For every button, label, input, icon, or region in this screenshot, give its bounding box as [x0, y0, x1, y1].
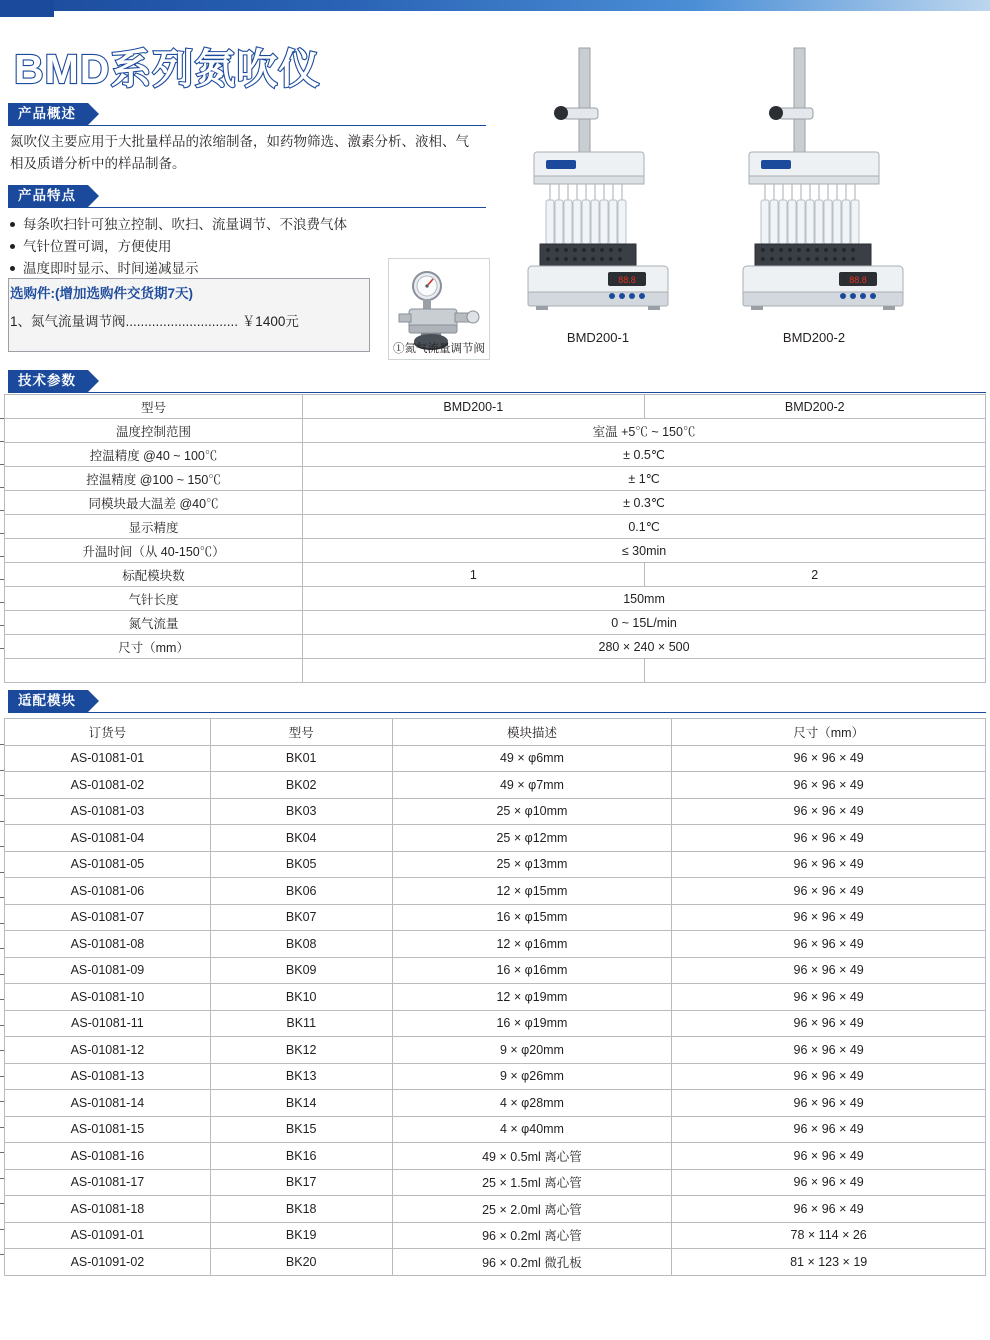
table-row [5, 1063, 986, 1090]
section-rule-specs [8, 392, 986, 393]
module-desc: 16 × φ16mm [392, 957, 672, 984]
table-row [5, 878, 986, 905]
module-size: 96 × 96 × 49 [672, 931, 986, 958]
module-desc: 96 × 0.2ml 离心管 [392, 1222, 672, 1249]
module-size: 96 × 96 × 49 [672, 745, 986, 772]
spec-header-model: 型号 [5, 395, 303, 419]
module-desc: 25 × 1.5ml 离心管 [392, 1169, 672, 1196]
photo-caption-bmd200-2: BMD200-2 [782, 330, 846, 345]
list-item: 气针位置可调，方便使用 [10, 236, 480, 258]
section-rule-overview [8, 125, 486, 126]
spec-label: 尺寸（mm） [5, 635, 303, 659]
module-order-no: AS-01081-16 [5, 1143, 211, 1170]
module-size: 96 × 96 × 49 [672, 851, 986, 878]
table-row-header [5, 395, 986, 419]
module-desc: 96 × 0.2ml 微孔板 [392, 1249, 672, 1276]
table-row [5, 1116, 986, 1143]
spec-value-col2 [644, 659, 985, 683]
module-model: BK05 [210, 851, 392, 878]
module-order-no: AS-01081-08 [5, 931, 211, 958]
module-size: 81 × 123 × 19 [672, 1249, 986, 1276]
module-order-no: AS-01081-10 [5, 984, 211, 1011]
svg-text:88.8: 88.8 [849, 275, 867, 285]
module-desc: 12 × φ15mm [392, 878, 672, 905]
table-row [5, 491, 986, 515]
module-size: 96 × 96 × 49 [672, 1010, 986, 1037]
table-row [5, 1196, 986, 1223]
module-size: 96 × 96 × 49 [672, 1090, 986, 1117]
module-model: BK06 [210, 878, 392, 905]
module-size: 96 × 96 × 49 [672, 1169, 986, 1196]
module-model: BK12 [210, 1037, 392, 1064]
module-size: 96 × 96 × 49 [672, 1143, 986, 1170]
table-row [5, 587, 986, 611]
module-header-size: 尺寸（mm） [672, 719, 986, 746]
section-heading-specs: 技术参数 [8, 370, 88, 392]
module-model: BK04 [210, 825, 392, 852]
module-model: BK01 [210, 745, 392, 772]
spec-value: ≤ 30min [303, 539, 986, 563]
module-model: BK02 [210, 772, 392, 799]
module-model: BK07 [210, 904, 392, 931]
module-desc: 16 × φ15mm [392, 904, 672, 931]
module-model: BK16 [210, 1143, 392, 1170]
section-heading-overview: 产品概述 [8, 103, 88, 125]
module-size: 78 × 114 × 26 [672, 1222, 986, 1249]
module-model: BK10 [210, 984, 392, 1011]
table-row [5, 1249, 986, 1276]
spec-label: 控温精度 @40 ~ 100℃ [5, 443, 303, 467]
table-row [5, 467, 986, 491]
module-desc: 9 × φ20mm [392, 1037, 672, 1064]
section-rule-modules [8, 712, 986, 713]
table-row [5, 515, 986, 539]
spec-value-col1: 1 [303, 563, 644, 587]
module-size: 96 × 96 × 49 [672, 1116, 986, 1143]
module-header-model: 型号 [210, 719, 392, 746]
table-row [5, 1222, 986, 1249]
module-model: BK11 [210, 1010, 392, 1037]
module-order-no: AS-01081-14 [5, 1090, 211, 1117]
table-row [5, 419, 986, 443]
photo-caption-bmd200-1: BMD200-1 [566, 330, 630, 345]
module-model: BK15 [210, 1116, 392, 1143]
spec-header-bmd200-1: BMD200-1 [303, 395, 644, 419]
table-row [5, 539, 986, 563]
spec-value: ± 0.5℃ [303, 443, 986, 467]
module-size: 96 × 96 × 49 [672, 1063, 986, 1090]
leader-dots: .............................. [125, 314, 239, 329]
spec-label: 升温时间（从 40-150℃） [5, 539, 303, 563]
module-desc: 25 × φ13mm [392, 851, 672, 878]
module-order-no: AS-01081-05 [5, 851, 211, 878]
table-row [5, 1169, 986, 1196]
module-model: BK08 [210, 931, 392, 958]
module-model: BK14 [210, 1090, 392, 1117]
spec-value: 280 × 240 × 500 [303, 635, 986, 659]
table-row [5, 1037, 986, 1064]
spec-label: 温度控制范围 [5, 419, 303, 443]
optional-parts-title: 选购件:(增加选购件交货期7天) [10, 286, 193, 301]
table-row [5, 851, 986, 878]
module-size: 96 × 96 × 49 [672, 878, 986, 905]
top-gradient-band [0, 0, 990, 11]
module-order-no: AS-01081-12 [5, 1037, 211, 1064]
module-desc: 9 × φ26mm [392, 1063, 672, 1090]
table-row [5, 563, 986, 587]
table-row [5, 635, 986, 659]
top-decorative-bar [0, 0, 990, 26]
top-left-block [0, 0, 54, 17]
spec-label: 控温精度 @100 ~ 150℃ [5, 467, 303, 491]
module-model: BK19 [210, 1222, 392, 1249]
module-order-no: AS-01081-02 [5, 772, 211, 799]
module-desc: 4 × φ40mm [392, 1116, 672, 1143]
spec-label: 气针长度 [5, 587, 303, 611]
table-row [5, 1090, 986, 1117]
module-order-no: AS-01081-01 [5, 745, 211, 772]
spec-label: 氮气流量 [5, 611, 303, 635]
module-order-no: AS-01081-09 [5, 957, 211, 984]
module-size: 96 × 96 × 49 [672, 798, 986, 825]
optional-parts-row [10, 310, 299, 330]
module-size: 96 × 96 × 49 [672, 1196, 986, 1223]
optional-item-name: 氮气流量调节阀 [31, 314, 126, 329]
section-heading-features: 产品特点 [8, 185, 88, 207]
module-desc: 12 × φ16mm [392, 931, 672, 958]
module-order-no: AS-01081-04 [5, 825, 211, 852]
module-model: BK17 [210, 1169, 392, 1196]
table-row [5, 443, 986, 467]
table-row [5, 984, 986, 1011]
spec-label: 标配模块数 [5, 563, 303, 587]
table-row [5, 957, 986, 984]
module-order-no: AS-01081-03 [5, 798, 211, 825]
table-row [5, 931, 986, 958]
module-order-no: AS-01081-13 [5, 1063, 211, 1090]
module-model: BK09 [210, 957, 392, 984]
table-row [5, 825, 986, 852]
spec-value: 150mm [303, 587, 986, 611]
module-size: 96 × 96 × 49 [672, 772, 986, 799]
spec-value: ± 1℃ [303, 467, 986, 491]
module-size: 96 × 96 × 49 [672, 825, 986, 852]
table-row [5, 904, 986, 931]
table-row [5, 1010, 986, 1037]
module-model: BK13 [210, 1063, 392, 1090]
spec-value: 室温 +5℃ ~ 150℃ [303, 419, 986, 443]
module-desc: 49 × 0.5ml 离心管 [392, 1143, 672, 1170]
table-row-header [5, 719, 986, 746]
section-rule-features [8, 207, 486, 208]
module-desc: 25 × φ12mm [392, 825, 672, 852]
module-desc: 49 × φ6mm [392, 745, 672, 772]
spec-value: 0.1℃ [303, 515, 986, 539]
module-header-desc: 模块描述 [392, 719, 672, 746]
module-size: 96 × 96 × 49 [672, 1037, 986, 1064]
spec-header-bmd200-2: BMD200-2 [644, 395, 985, 419]
module-size: 96 × 96 × 49 [672, 957, 986, 984]
page-title: BMD系列氮吹仪 [14, 46, 321, 92]
module-order-no: AS-01081-18 [5, 1196, 211, 1223]
module-size: 96 × 96 × 49 [672, 904, 986, 931]
modules-table [4, 718, 986, 1276]
module-model: BK03 [210, 798, 392, 825]
list-item: 温度即时显示、时间递减显示 [10, 258, 480, 280]
optional-item-no: 1、 [10, 314, 32, 329]
table-row [5, 1143, 986, 1170]
spec-value-col2: 2 [644, 563, 985, 587]
valve-photo-caption: ①氮气流量调节阀 [393, 343, 485, 355]
list-item: 每条吹扫针可独立控制、吹扫、流量调节、不浪费气体 [10, 214, 480, 236]
module-model: BK18 [210, 1196, 392, 1223]
module-desc: 25 × 2.0ml 离心管 [392, 1196, 672, 1223]
module-order-no: AS-01091-02 [5, 1249, 211, 1276]
table-row [5, 611, 986, 635]
module-desc: 4 × φ28mm [392, 1090, 672, 1117]
module-desc: 25 × φ10mm [392, 798, 672, 825]
module-desc: 49 × φ7mm [392, 772, 672, 799]
module-header-order-no: 订货号 [5, 719, 211, 746]
spec-value-col1 [303, 659, 644, 683]
spec-value: 0 ~ 15L/min [303, 611, 986, 635]
optional-item-price: ￥1400元 [241, 314, 299, 329]
spec-label: 显示精度 [5, 515, 303, 539]
module-desc: 12 × φ19mm [392, 984, 672, 1011]
svg-text:88.8: 88.8 [618, 275, 636, 285]
module-desc: 16 × φ19mm [392, 1010, 672, 1037]
module-order-no: AS-01081-17 [5, 1169, 211, 1196]
table-row [5, 798, 986, 825]
spec-label: 同模块最大温差 @40℃ [5, 491, 303, 515]
table-row [5, 745, 986, 772]
spec-label [5, 659, 303, 683]
module-order-no: AS-01081-15 [5, 1116, 211, 1143]
module-order-no: AS-01081-06 [5, 878, 211, 905]
table-row [5, 772, 986, 799]
overview-text: 氮吹仪主要应用于大批量样品的浓缩制备，如药物筛选、激素分析、液相、气相及质谱分析中的样品制备。 [10, 134, 469, 171]
spec-value: ± 0.3℃ [303, 491, 986, 515]
module-order-no: AS-01081-11 [5, 1010, 211, 1037]
module-model: BK20 [210, 1249, 392, 1276]
module-order-no: AS-01091-01 [5, 1222, 211, 1249]
product-photos [520, 40, 980, 350]
specs-table [4, 394, 986, 683]
table-row [5, 659, 986, 683]
module-order-no: AS-01081-07 [5, 904, 211, 931]
section-heading-modules: 适配模块 [8, 690, 88, 712]
module-size: 96 × 96 × 49 [672, 984, 986, 1011]
